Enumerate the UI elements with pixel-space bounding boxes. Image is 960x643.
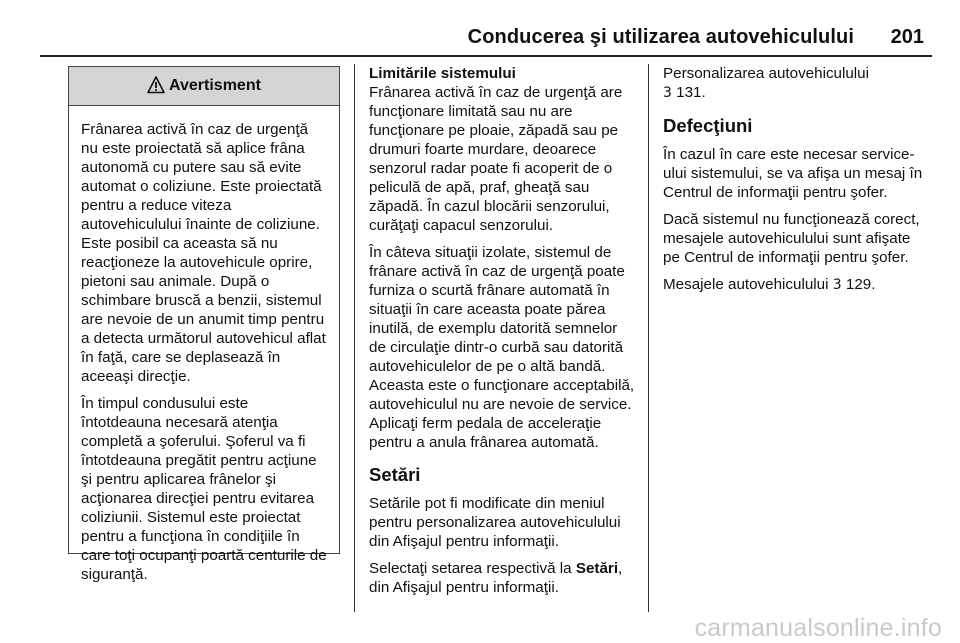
warning-triangle-icon (147, 76, 165, 94)
limits-heading: Limitările sistemului (369, 65, 516, 82)
warning-title: Avertisment (169, 77, 261, 94)
page-header (0, 0, 960, 60)
page-number: 201 (890, 26, 924, 48)
continued-text: Personalizarea autovehiculului (663, 65, 870, 82)
column-divider (648, 64, 649, 612)
settings-heading: Setări (369, 464, 421, 485)
chapter-title: Conducerea şi utilizarea autovehiculului (467, 26, 854, 48)
continued-paragraph (663, 64, 929, 103)
page-reference-icon: 3 (663, 85, 672, 101)
warning-body (69, 106, 339, 584)
faults-text: Mesajele autovehiculului (663, 276, 829, 293)
header-rule (40, 55, 932, 57)
column-2 (369, 64, 635, 605)
warning-paragraph: În timpul condusului este întotdeauna necesară atenţia completă a şoferului. Şoferul va fi întotdeauna pregătit pentru acţiune şi pentru aplicarea frânelor şi acţionarea direcţiei pentru evitarea coliziunii. Sistemul este proiectat pentru a funcţiona în condiţiile în care toţi ocupanţi poartă centurile de siguranţă. (81, 395, 327, 583)
warning-paragraph: Frânarea activă în caz de urgenţă nu este proiectată să aplice frâna autonomă cu putere sau să evite automat o coliziune. Este proiectată pentru a reduce viteza autovehiculului înainte de coliziune. Este posibil ca aceasta să nu reacţioneze la autovehicule oprire, pietoni sau animale. După o schimbare bruscă a benzii, sistemul are nevoie de un anumit timp pentru a detecta următorul autovehicul aflat în faţă, care se deplasează în aceeaşi direcţie. (81, 121, 326, 385)
column-divider (354, 64, 355, 612)
settings-menu-name: Setări (575, 560, 619, 577)
page-reference: 129. (845, 276, 876, 293)
settings-paragraph-1: Setările pot fi modificate din meniul pentru personalizarea autovehiculului din Afişajul pentru informaţii. (369, 495, 621, 550)
watermark: carmanualsonline.info (694, 614, 942, 642)
faults-paragraph-2: Dacă sistemul nu funcţionează corect, mesajele autovehiculului sunt afişate pe Centrul de informaţii pentru şofer. (663, 211, 920, 266)
warning-box (68, 66, 340, 583)
faults-heading: Defecţiuni (663, 115, 753, 136)
page-reference-icon: 3 (832, 277, 842, 293)
column-3 (663, 64, 929, 303)
limits-paragraph-1: Frânarea activă în caz de urgenţă are funcţionare limitată sau nu are funcţionare pe ploaie, zăpadă sau pe drumuri foarte murdare, deoarece senzorul radar poate fi acoperit de o peliculă de apă, praf, gheaţă sau zăpadă. În cazul blocării senzorului, curăţaţi capacul senzorului. (369, 84, 623, 234)
settings-paragraph-2 (369, 559, 635, 597)
settings-text: Selectaţi setarea respectivă la (369, 560, 576, 577)
page-reference: 131. (676, 84, 706, 101)
faults-paragraph-3 (663, 275, 929, 295)
faults-paragraph-1: În cazul în care este necesar service-ului sistemului, se va afişa un mesaj în Centrul de informaţii pentru şofer. (663, 146, 923, 201)
warning-header (69, 67, 339, 106)
settings-text-end: , din Afişajul pentru informaţii. (369, 560, 623, 596)
limits-paragraph-2: În câteva situaţii izolate, sistemul de frânare activă în caz de urgenţă poate furniza o scurtă frânare automată în situaţii în care aceasta poate părea inutilă, de exemplu datorită semnelor de circulaţie dintr-o curbă sau datorită autovehiculelor de pe o altă bandă. Aceasta este o funcţionare acceptabilă, autovehiculul nu are nevoie de service. Aplicaţi ferm pedala de acceleraţie pentru a anula frânarea automată. (369, 244, 635, 451)
